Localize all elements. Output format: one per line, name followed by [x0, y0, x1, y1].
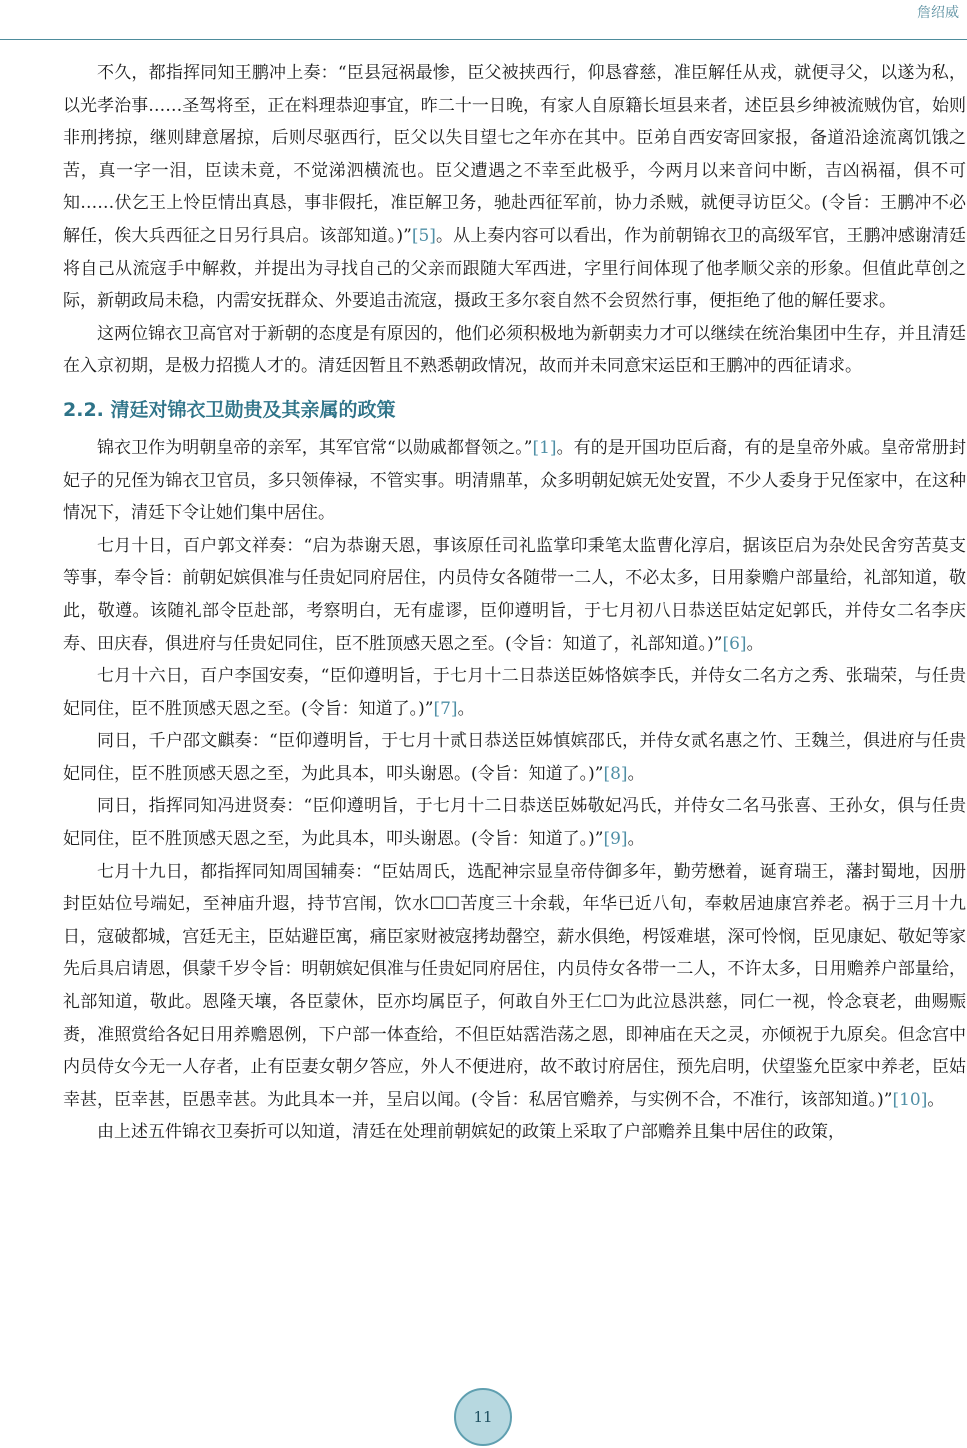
article-body [63, 57, 966, 1149]
citation-link[interactable]: [8] [603, 763, 628, 784]
citation-link[interactable]: [6] [722, 633, 747, 654]
citation-link[interactable]: [9] [603, 829, 628, 850]
citation-link[interactable]: [7] [433, 698, 458, 719]
citation-link[interactable]: [1] [532, 437, 557, 458]
page-number-badge: 11 [454, 1388, 512, 1446]
paragraph: 由上述五件锦衣卫奏折可以知道，清廷在处理前朝嫔妃的政策上采取了户部赡养且集中居住的政策， [97, 1122, 845, 1143]
header-divider [0, 39, 967, 40]
paragraph: 同日，千户邵文麒奏：“臣仰遵明旨，于七月十贰日恭送臣姊慎嫔邵氏，并侍女贰名惠之竹、王魏兰，俱进府与任贵妃同住，臣不胜顶感天恩之至，为此具本，叩头谢恩。(令旨：知道了。)”[8]。 [63, 731, 966, 784]
section-heading: 2.2. 清廷对锦衣卫勋贵及其亲属的政策 [63, 398, 396, 421]
header-author: 詹绍威 [917, 5, 959, 21]
paragraph: 不久，都指挥同知王鹏冲上奏：“臣县冠祸最惨，臣父被挟西行，仰恳睿慈，准臣解任从戎，就便寻父，以遂为私，以光孝治事……圣驾将至，正在料理恭迎事宜，昨二十一日晚，有家人自原籍长垣县来者，述臣县乡绅被流贼伪官，始则非刑拷掠，继则肆意屠掠，后则尽驱西行，臣父以失目望七之年亦在其中。臣弟自西安寄回家报，备道沿途流离饥饿之苦，真一字一泪，臣读未竟，不觉涕泗横流也。臣父遭遇之不幸至此极乎，今两月以来音问中断，吉凶祸福，俱不可知……伏乞王上怜臣情出真恳，事非假托，准臣解卫务，驰赴西征军前，协力杀贼，就便寻访臣父。(令旨：王鹏冲不必解任，俟大兵西征之日另行具启。该部知道。)”[5]。从上奏内容可以看出，作为前朝锦衣卫的高级军官，王鹏冲感谢清廷将自己从流寇手中解救，并提出为寻找自己的父亲而跟随大军西进，字里行间体现了他孝顺父亲的形象。但值此草创之际，新朝政局未稳，内需安抚群众、外要追击流寇，摄政王多尔衮自然不会贸然行事，便拒绝了他的解任要求。 [63, 63, 967, 312]
paragraph: 同日，指挥同知冯进贤奏：“臣仰遵明旨，于七月十二日恭送臣姊敬妃冯氏，并侍女二名马张喜、王孙女，俱与任贵妃同住，臣不胜顶感天恩之至，为此具本，叩头谢恩。(令旨：知道了。)”[9]。 [63, 796, 966, 850]
citation-link[interactable]: [10] [892, 1089, 928, 1110]
paragraph: 七月十日，百户郭文祥奏：“启为恭谢天恩，事该原任司礼监掌印秉笔太监曹化淳启，据该臣启为杂处民舍穷苦莫支等事，奉令旨：前朝妃嫔俱准与任贵妃同府居住，内员侍女各随带一二人，不必太多，日用豢赡户部量给，礼部知道，敬此，敬遵。该随礼部令臣赴部，考察明白，无有虚谬，臣仰遵明旨，于七月初八日恭送臣姑定妃郭氏，并侍女二名李庆寿、田庆春，俱进府与任贵妃同住，臣不胜顶感天恩之至。(令旨：知道了，礼部知道。)”[6]。 [63, 535, 966, 654]
paragraph: 七月十六日，百户李国安奏，“臣仰遵明旨，于七月十二日恭送臣姊恪嫔李氏，并侍女二名方之秀、张瑞荣，与任贵妃同住，臣不胜顶感天恩之至。(令旨：知道了。)”[7]。 [63, 666, 966, 719]
paragraph: 锦衣卫作为明朝皇帝的亲军，其军官常“以勋戚都督领之。”[1]。有的是开国功臣后裔，有的是皇帝外戚。皇帝常册封妃子的兄侄为锦衣卫官员，多只领俸禄，不管实事。明清鼎革，众多明朝妃嫔无处安置，不少人委身于兄侄家中，在这种情况下，清廷下令让她们集中居住。 [63, 437, 966, 524]
citation-link[interactable]: [5] [411, 225, 436, 246]
paragraph: 这两位锦衣卫高官对于新朝的态度是有原因的，他们必须积极地为新朝卖力才可以继续在统治集团中生存，并且清廷在入京初期，是极力招揽人才的。清廷因暂且不熟悉朝政情况，故而并未同意宋运臣和王鹏冲的西征请求。 [63, 323, 966, 377]
paragraph: 七月十九日，都指挥同知周国辅奏：“臣姑周氏，选配神宗显皇帝侍御多年，勤劳懋着，诞育瑞王，藩封蜀地，因册封臣姑位号端妃，至神庙升遐，持节宫闱，饮水☐☐苦度三十余载，年华已近八旬，奉敕居迪康宫养老。祸于三月十九日，寇破都城，宫廷无主，臣姑避臣寓，痛臣家财被寇拷劫罄空，薪水俱绝，枵馁难堪，深可怜悯，臣见康妃、敬妃等家先后具启请恩，俱蒙千岁令旨：明朝嫔妃俱准与任贵妃同府居住，内员侍女各带一二人，不许太多，日用赡养户部量给，礼部知道，敬此。恩隆天壤，各臣蒙休，臣亦均属臣子，何敢自外王仁☐为此泣恳洪慈，同仁一视，怜念衰老，曲赐赈赉，准照赏给各妃日用养赡恩例，下户部一体查给，不但臣姑霑浩荡之恩，即神庙在天之灵，亦倾祝于九原矣。但念宫中内员侍女今无一人存者，止有臣妻女朝夕答应，外人不便进府，故不敢讨府居住，预先启明，伏望鉴允臣家中养老，臣姑幸甚，臣幸甚，臣愚幸甚。为此具本一并，呈启以闻。(令旨：私居官赡养，与实例不合，不准行，该部知道。)”[10]。 [63, 861, 966, 1110]
